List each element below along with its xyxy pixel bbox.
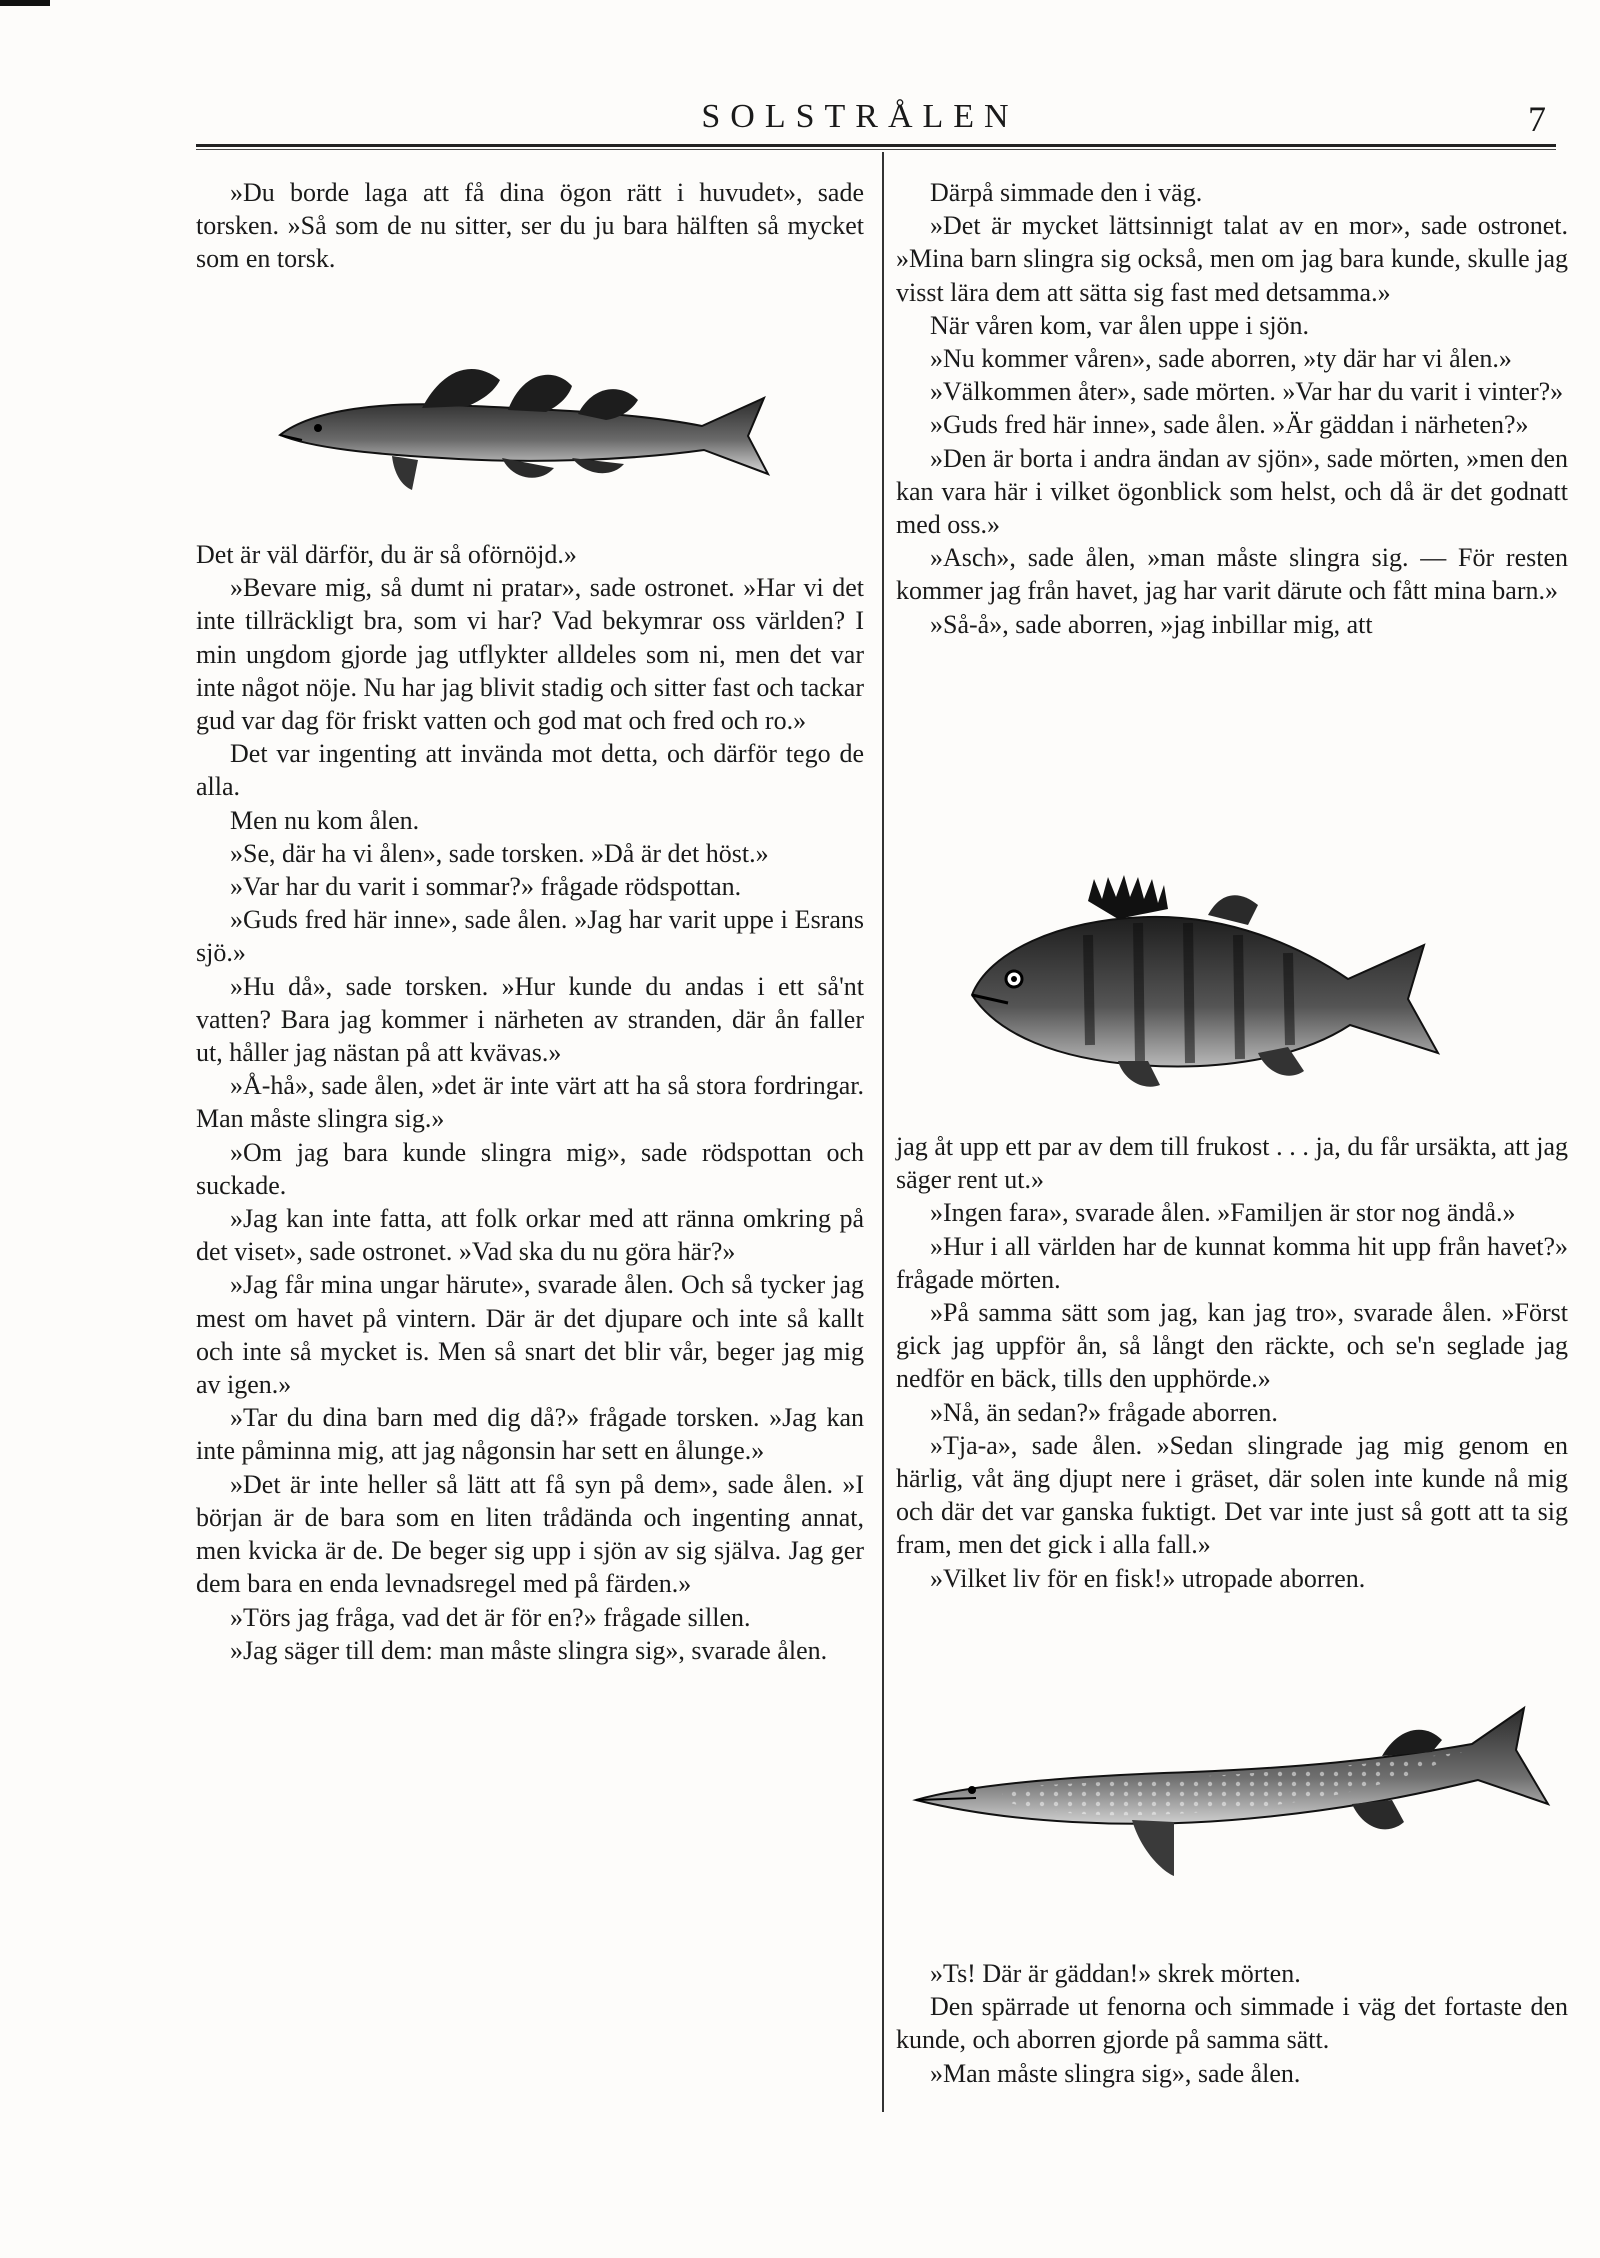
paragraph: »Å-hå», sade ålen, »det är inte värt att ha så stora fordringar. Man måste slingra sig.» <box>196 1071 864 1134</box>
paragraph: »Asch», sade ålen, »man måste slingra sig. — För resten kommer jag från havet, jag har varit därute och fått mina barn.» <box>896 543 1568 606</box>
paragraph: »Nå, än sedan?» frågade aborren. <box>930 1397 1278 1427</box>
right-column-bottom <box>896 1957 1568 2090</box>
paragraph: »Tja-a», sade ålen. »Sedan slingrade jag mig genom en härlig, våt äng djupt nere i gräset, där solen inte kunde nå mig och där det var ganska fuktigt. Det var inte just så gott att ta sig fram, men det gick i alla fall.» <box>896 1430 1568 1560</box>
paragraph: »Man måste slingra sig», sade ålen. <box>930 2058 1301 2088</box>
paragraph: »Tar du dina barn med dig då?» frågade torsken. »Jag kan inte påminna mig, att jag någonsin har sett en ålunge.» <box>196 1403 864 1466</box>
cod-illustration <box>272 340 772 490</box>
paragraph: Den spärrade ut fenorna och simmade i väg det fortaste den kunde, och aborren gjorde på samma sätt. <box>896 1992 1568 2055</box>
paragraph: »Jag får mina ungar härute», svarade ålen. Och så tycker jag mest om havet på vintern. Där är det djupare och inte så kallt och inte så mycket is. Men så snart det blir vår, beger jag mig av igen.» <box>196 1270 864 1400</box>
left-column-top <box>196 176 864 276</box>
paragraph: »Bevare mig, så dumt ni pratar», sade ostronet. »Har vi det inte tillräckligt bra, som vi har? Vad bekymrar oss världen? I min ungdom gjorde jag utflykter alldeles som ni, men det var inte något nöje. Nu har jag blivit stadig och sitter fast och tackar gud var dag för friskt vatten och god mat och fred och ro.» <box>196 573 864 736</box>
paragraph: »Välkommen åter», sade mörten. »Var har du varit i vinter?» <box>930 377 1564 407</box>
column-rule <box>882 152 884 2112</box>
perch-illustration <box>968 875 1456 1100</box>
paragraph: »Du borde laga att få dina ögon rätt i huvudet», sade torsken. »Så som de nu sitter, ser du ju bara hälften så mycket som en torsk. <box>196 178 864 274</box>
paragraph: »Det är mycket lättsinnigt talat av en mor», sade ostronet. »Mina barn slingra sig också, men om jag bara kunde, skulle jag visst lära dem att sätta sig fast med detsamma.» <box>896 211 1568 307</box>
paragraph: Därpå simmade den i väg. <box>930 178 1203 207</box>
right-column-top <box>896 176 1568 641</box>
paragraph: jag åt upp ett par av dem till frukost . . . ja, du får ursäkta, att jag säger rent ut.» <box>896 1132 1568 1195</box>
paragraph: »Törs jag fråga, vad det är för en?» frågade sillen. <box>230 1602 751 1632</box>
right-column-middle <box>896 1130 1568 1595</box>
paragraph: »Vilket liv för en fisk!» utropade aborren. <box>930 1563 1366 1593</box>
header-rule <box>196 144 1556 150</box>
pike-illustration <box>912 1700 1552 1880</box>
paragraph: »Så-å», sade aborren, »jag inbillar mig, att <box>930 609 1373 639</box>
left-column-main <box>196 538 864 1667</box>
paragraph: »Hu då», sade torsken. »Hur kunde du andas i ett så'nt vatten? Bara jag kommer i närheten av stranden, där ån faller ut, håller jag nästan på att kvävas.» <box>196 971 864 1068</box>
paragraph: »Guds fred här inne», sade ålen. »Jag har varit uppe i Esrans sjö.» <box>196 905 864 968</box>
paragraph: Men nu kom ålen. <box>230 805 420 835</box>
paragraph: »Jag säger till dem: man måste slingra sig», svarade ålen. <box>230 1635 828 1665</box>
paragraph: »Hur i all världen har de kunnat komma hit upp från havet?» frågade mörten. <box>896 1231 1568 1294</box>
paragraph: »Nu kommer våren», sade aborren, »ty där har vi ålen.» <box>930 344 1512 374</box>
paragraph: »Var har du varit i sommar?» frågade rödspottan. <box>230 872 742 902</box>
paragraph: »Det är inte heller så lätt att få syn på dem», sade ålen. »I början är de bara som en liten trådända och ingenting annat, men kvicka är de. De beger sig upp i sjön av sig själva. Jag ger dem bara en enda levnadsregel med på färden.» <box>196 1469 864 1599</box>
paragraph: »Ingen fara», svarade ålen. »Familjen är stor nog ändå.» <box>930 1198 1516 1228</box>
paragraph: »På samma sätt som jag, kan jag tro», svarade ålen. »Först gick jag uppför ån, så långt den räckte, och se'n seglade jag nedför en bäck, tills den upphörde.» <box>896 1298 1568 1394</box>
paragraph: »Jag kan inte fatta, att folk orkar med att ränna omkring på det viset», sade ostronet. »Vad ska du nu göra här?» <box>196 1204 864 1267</box>
running-title: SOLSTRÅLEN <box>701 98 1019 135</box>
paragraph: »Se, där ha vi ålen», sade torsken. »Då är det höst.» <box>230 838 769 868</box>
paragraph: »Ts! Där är gäddan!» skrek mörten. <box>930 1959 1301 1988</box>
page-number: 7 <box>1528 99 1546 139</box>
paragraph: »Guds fred här inne», sade ålen. »Är gäddan i närheten?» <box>930 410 1529 440</box>
paragraph: När våren kom, var ålen uppe i sjön. <box>930 310 1310 340</box>
paragraph: Det är väl därför, du är så oförnöjd.» <box>196 540 577 569</box>
scan-corner-mark <box>0 0 50 6</box>
paragraph: Det var ingenting att invända mot detta, och därför tego de alla. <box>196 739 864 802</box>
paragraph: »Den är borta i andra ändan av sjön», sade mörten, »men den kan vara här i vilket ögonblick som helst, och då är det godnatt med oss.» <box>896 443 1568 540</box>
paragraph: »Om jag bara kunde slingra mig», sade rödspottan och suckade. <box>196 1137 864 1200</box>
